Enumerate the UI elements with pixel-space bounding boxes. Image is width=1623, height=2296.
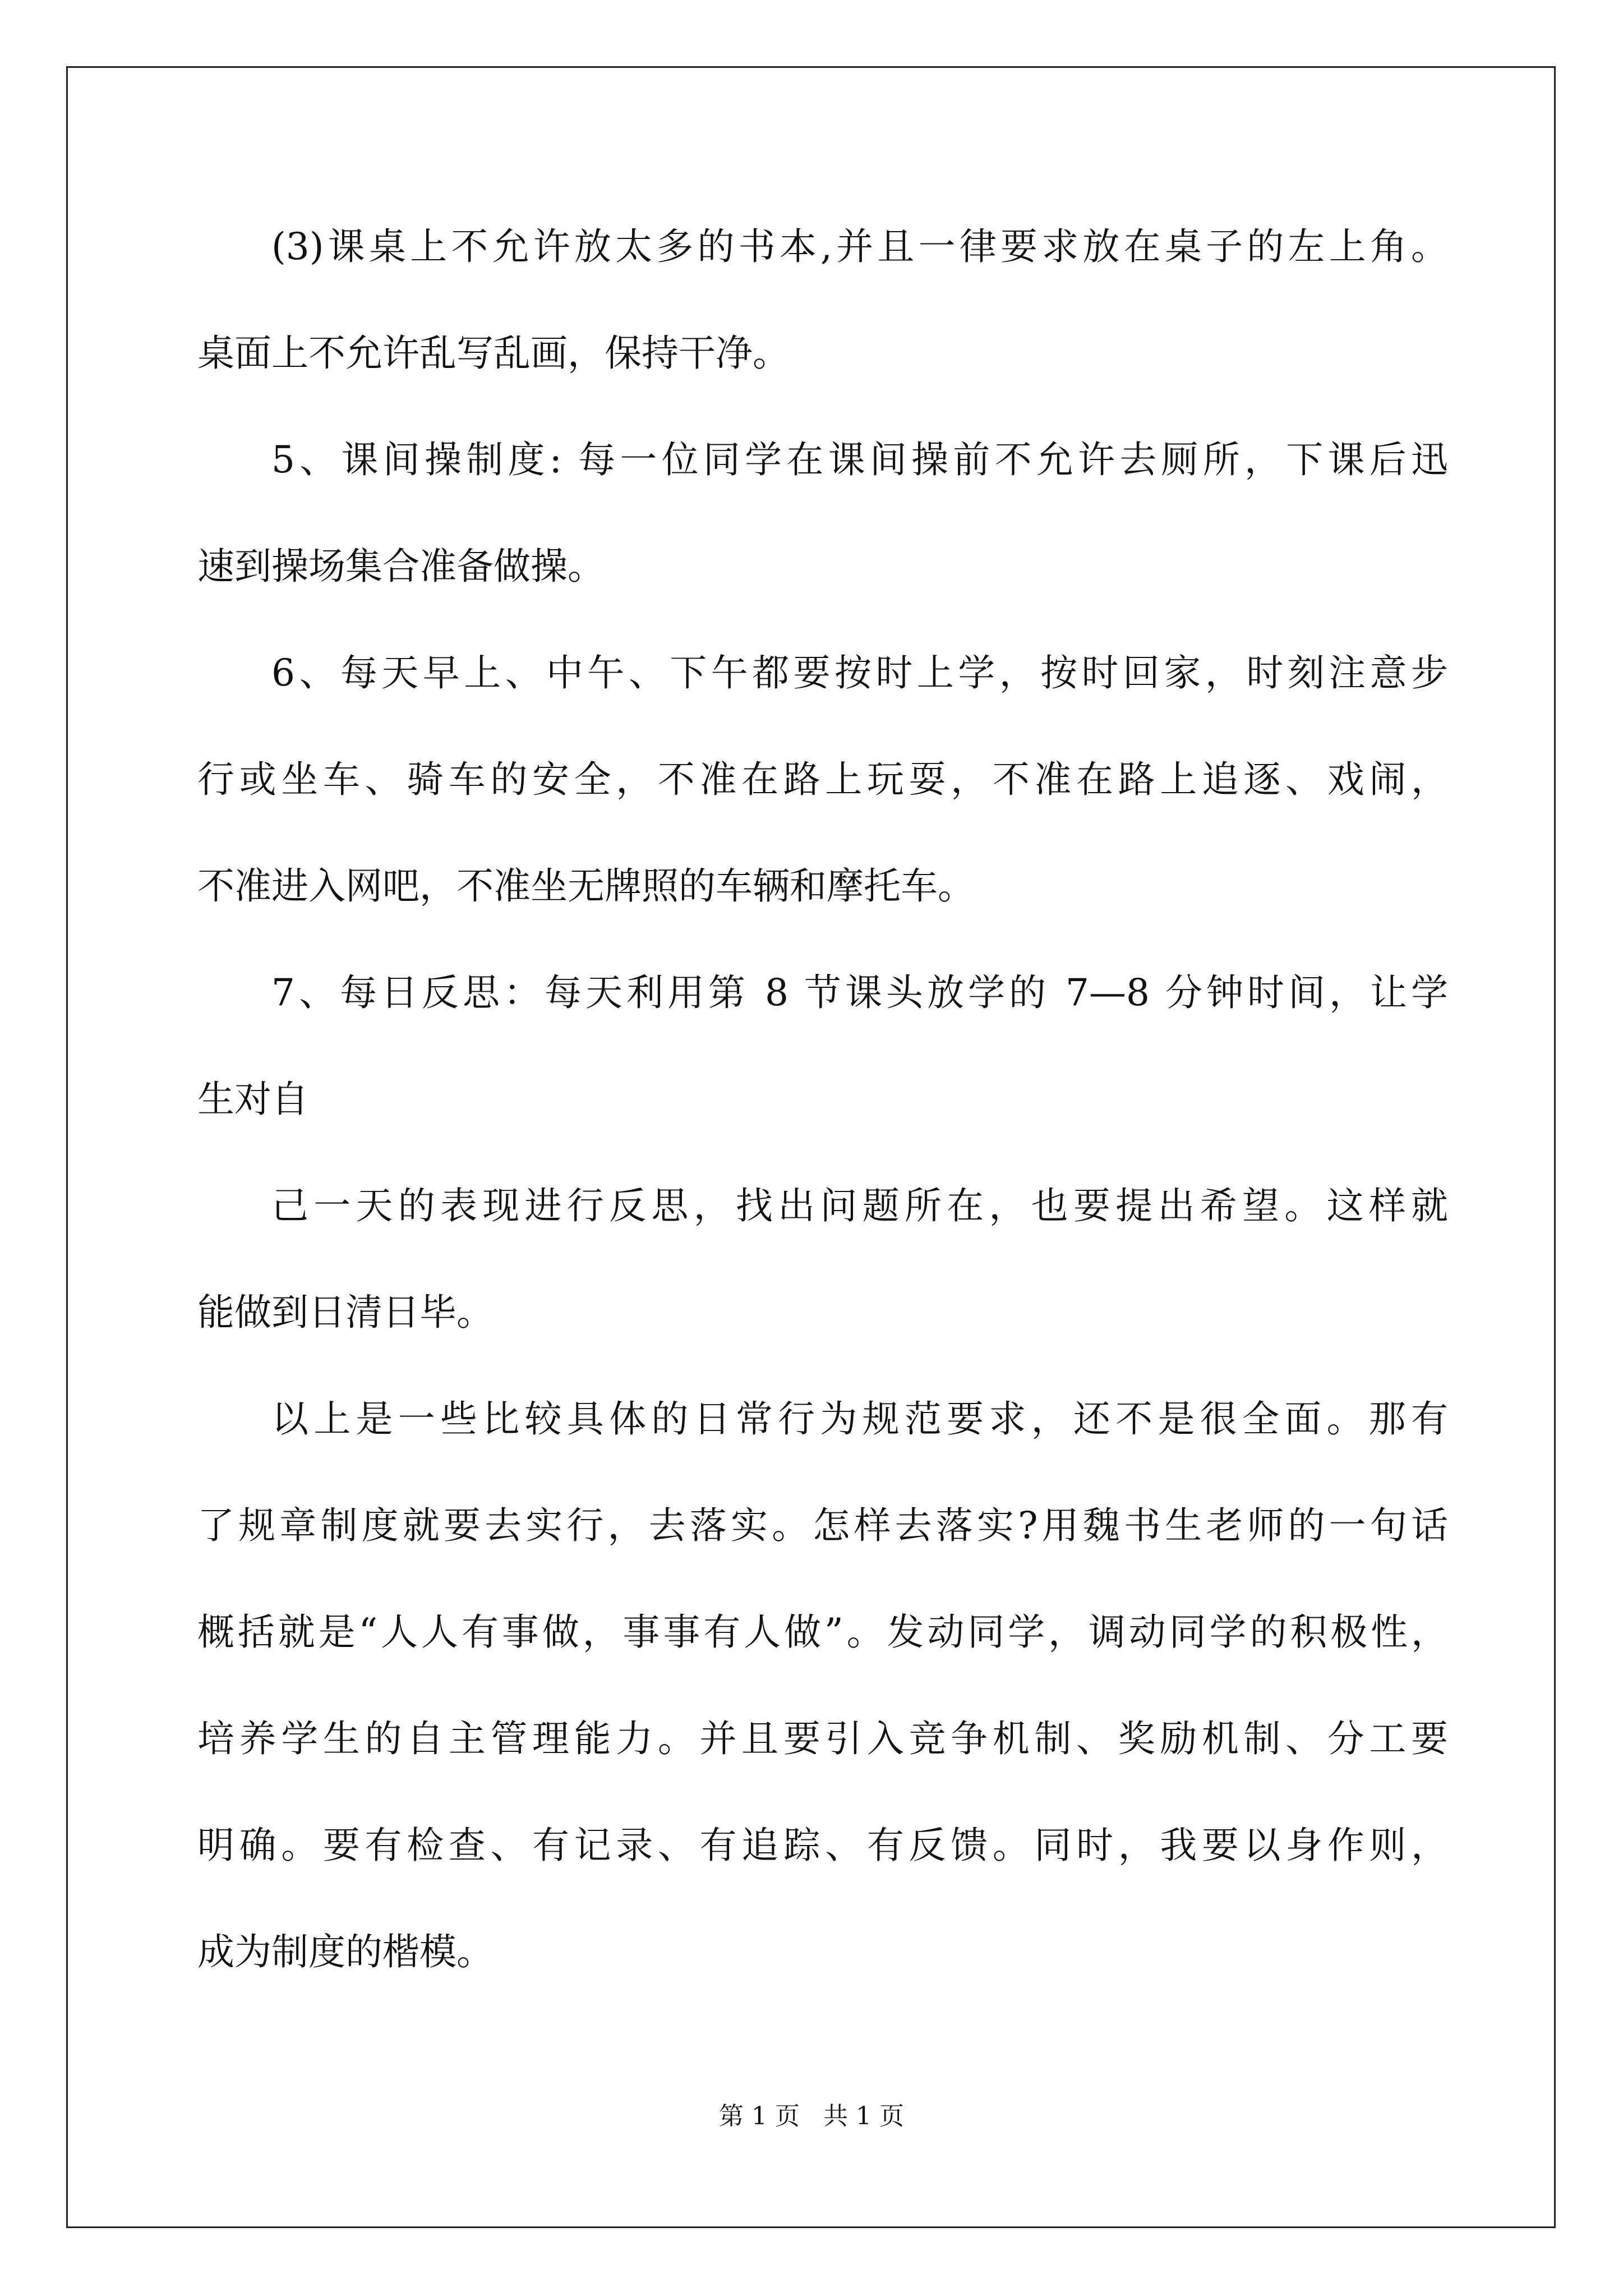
paragraph-line: (3)课桌上不允许放太多的书本,并且一律要求放在桌子的左上角。	[271, 225, 1448, 268]
page-border	[66, 66, 1556, 2228]
paragraph-line: 概括就是“人人有事做，事事有人做”。发动同学，调动同学的积极性，	[197, 1611, 1448, 1654]
paragraph-line: 6、每天早上、中午、下午都要按时上学，按时回家，时刻注意步	[271, 651, 1448, 694]
paragraph-line: 了规章制度就要去实行，去落实。怎样去落实?用魏书生老师的一句话	[197, 1504, 1448, 1547]
paragraph-line: 生对自	[197, 1078, 308, 1121]
paragraph-line: 己一天的表现进行反思，找出问题所在，也要提出希望。这样就	[271, 1184, 1448, 1227]
paragraph-line: 以上是一些比较具体的日常行为规范要求，还不是很全面。那有	[271, 1397, 1448, 1441]
paragraph-line: 不准进入网吧，不准坐无牌照的车辆和摩托车。	[197, 864, 975, 908]
paragraph-line: 7、每日反思：每天利用第 8 节课头放学的 7—8 分钟时间，让学	[271, 971, 1448, 1014]
paragraph-line: 能做到日清日毕。	[197, 1291, 494, 1334]
paragraph-line: 5、课间操制度: 每一位同学在课间操前不允许去厕所，下课后迅	[271, 438, 1448, 481]
paragraph-line: 成为制度的楷模。	[197, 1930, 494, 1973]
paragraph-line: 速到操场集合准备做操。	[197, 545, 605, 588]
paragraph-line: 明确。要有检查、有记录、有追踪、有反馈。同时，我要以身作则，	[197, 1824, 1448, 1867]
paragraph-line: 培养学生的自主管理能力。并且要引入竞争机制、奖励机制、分工要	[197, 1717, 1448, 1760]
paragraph-line: 桌面上不允许乱写乱画，保持干净。	[197, 332, 790, 375]
page-footer: 第 1 页 共 1 页	[719, 2102, 904, 2131]
paragraph-line: 行或坐车、骑车的安全，不准在路上玩耍，不准在路上追逐、戏闹，	[197, 758, 1448, 801]
